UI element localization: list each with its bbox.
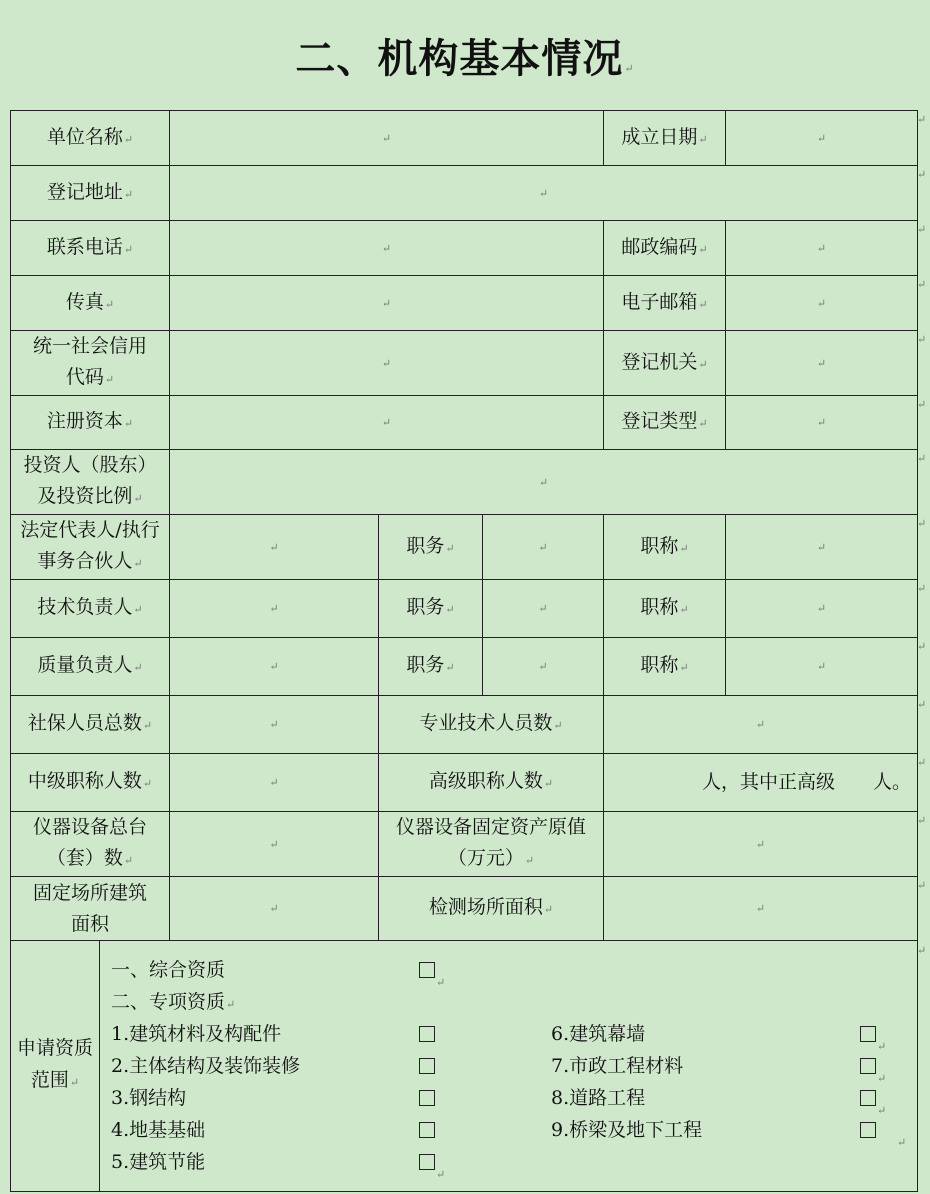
equipment-value-field[interactable]: ↵: [604, 812, 918, 877]
scope-item-4: 4.地基基础: [111, 1119, 206, 1141]
scope-item-6: 6.建筑幕墙: [551, 1023, 646, 1045]
checkbox-item-2[interactable]: [419, 1058, 435, 1074]
label-reg-address: 登记地址↵: [11, 166, 170, 221]
margin-mark: ↵: [917, 398, 927, 411]
margin-mark: ↵: [917, 582, 927, 595]
label-tech-lead-title: 职称↵: [604, 580, 726, 638]
label-investors: 投资人（股东）及投资比例↵: [11, 450, 170, 515]
margin-mark: ↵: [917, 879, 927, 892]
senior-level-field[interactable]: 人，其中正高级 人。: [604, 754, 918, 812]
page-title: 二、机构基本情况↵: [295, 35, 635, 82]
label-professional-staff: 专业技术人员数↵: [379, 696, 604, 754]
quality-lead-title-field[interactable]: ↵: [726, 638, 918, 696]
label-quality-lead-title: 职称↵: [604, 638, 726, 696]
scope-item-7: 7.市政工程材料: [551, 1055, 684, 1077]
label-legal-rep: 法定代表人/执行事务合伙人↵: [11, 515, 170, 580]
quality-lead-field[interactable]: ↵: [170, 638, 379, 696]
label-email: 电子邮箱↵: [604, 276, 726, 331]
scope-item-2: 2.主体结构及装饰装修: [111, 1055, 301, 1077]
label-established-date: 成立日期↵: [604, 111, 726, 166]
scope-label: 申请资质范围↵: [16, 1037, 93, 1091]
label-building-area: 固定场所建筑面积: [11, 877, 170, 941]
scope-item-8: 8.道路工程: [551, 1087, 646, 1109]
investors-field[interactable]: ↵: [170, 450, 918, 515]
professional-staff-field[interactable]: ↵: [604, 696, 918, 754]
margin-mark: ↵: [917, 517, 927, 530]
label-tech-lead-position: 职务↵: [379, 580, 483, 638]
scope-special: 二、专项资质↵: [111, 991, 236, 1013]
building-area-field[interactable]: ↵: [170, 877, 379, 941]
label-social-security-total: 社保人员总数↵: [11, 696, 170, 754]
label-postal-code: 邮政编码↵: [604, 221, 726, 276]
phone-field[interactable]: ↵: [170, 221, 604, 276]
scope-divider: [99, 941, 100, 1192]
label-credit-code: 统一社会信用代码↵: [11, 331, 170, 396]
equipment-count-field[interactable]: ↵: [170, 812, 379, 877]
scope-section: 申请资质范围↵ 一、综合资质 ↵ 二、专项资质↵ 1.建筑材料及构配件 2.主体结构及装饰装修 3.钢结构 4.地基基础 5.建筑节能 ↵ 6.建筑幕墙 ↵ 7.市政工程材料 ↵ 8.道路工程 ↵ 9.桥梁及地下工程 ↵: [11, 941, 918, 1192]
unit-name-field[interactable]: ↵: [170, 111, 604, 166]
margin-mark: ↵: [917, 698, 927, 711]
label-senior-level: 高级职称人数↵: [379, 754, 604, 812]
scope-comprehensive: 一、综合资质: [111, 959, 226, 981]
checkbox-item-8[interactable]: [860, 1090, 876, 1106]
label-phone: 联系电话↵: [11, 221, 170, 276]
label-legal-rep-title: 职称↵: [604, 515, 726, 580]
margin-mark: ↵: [917, 452, 927, 465]
checkbox-item-5[interactable]: [419, 1154, 435, 1170]
label-equipment-count: 仪器设备总台（套）数↵: [11, 812, 170, 877]
margin-mark: ↵: [917, 223, 927, 236]
fax-field[interactable]: ↵: [170, 276, 604, 331]
scope-item-5: 5.建筑节能: [111, 1151, 206, 1173]
tech-lead-title-field[interactable]: ↵: [726, 580, 918, 638]
label-quality-lead: 质量负责人↵: [11, 638, 170, 696]
margin-mark: ↵: [917, 944, 927, 957]
margin-mark: ↵: [917, 168, 927, 181]
label-reg-authority: 登记机关↵: [604, 331, 726, 396]
legal-rep-position-field[interactable]: ↵: [483, 515, 604, 580]
postal-code-field[interactable]: ↵: [726, 221, 918, 276]
quality-lead-position-field[interactable]: ↵: [483, 638, 604, 696]
testing-area-field[interactable]: ↵: [604, 877, 918, 941]
checkbox-item-3[interactable]: [419, 1090, 435, 1106]
label-quality-lead-position: 职务↵: [379, 638, 483, 696]
label-tech-lead: 技术负责人↵: [11, 580, 170, 638]
tech-lead-position-field[interactable]: ↵: [483, 580, 604, 638]
margin-mark: ↵: [917, 640, 927, 653]
margin-mark: ↵: [917, 278, 927, 291]
tech-lead-field[interactable]: ↵: [170, 580, 379, 638]
reg-authority-field[interactable]: ↵: [726, 331, 918, 396]
margin-mark: ↵: [917, 756, 927, 769]
checkbox-item-7[interactable]: [860, 1058, 876, 1074]
mid-level-field[interactable]: ↵: [170, 754, 379, 812]
label-mid-level: 中级职称人数↵: [11, 754, 170, 812]
checkbox-item-9[interactable]: [860, 1122, 876, 1138]
label-legal-rep-position: 职务↵: [379, 515, 483, 580]
margin-mark: ↵: [917, 113, 927, 126]
social-security-total-field[interactable]: ↵: [170, 696, 379, 754]
reg-capital-field[interactable]: ↵: [170, 396, 604, 450]
info-form: [10, 110, 918, 1192]
label-unit-name: 单位名称↵: [11, 111, 170, 166]
scope-item-9: 9.桥梁及地下工程: [551, 1119, 703, 1141]
legal-rep-field[interactable]: ↵: [170, 515, 379, 580]
scope-item-1: 1.建筑材料及构配件: [111, 1023, 282, 1045]
margin-mark: ↵: [917, 333, 927, 346]
label-equipment-value: 仪器设备固定资产原值（万元）↵: [379, 812, 604, 877]
label-fax: 传真↵: [11, 276, 170, 331]
label-reg-capital: 注册资本↵: [11, 396, 170, 450]
checkbox-item-6[interactable]: [860, 1026, 876, 1042]
credit-code-field[interactable]: ↵: [170, 331, 604, 396]
established-date-field[interactable]: ↵: [726, 111, 918, 166]
label-testing-area: 检测场所面积↵: [379, 877, 604, 941]
checkbox-item-4[interactable]: [419, 1122, 435, 1138]
margin-mark: ↵: [917, 814, 927, 827]
email-field[interactable]: ↵: [726, 276, 918, 331]
label-reg-type: 登记类型↵: [604, 396, 726, 450]
reg-address-field[interactable]: ↵: [170, 166, 918, 221]
checkbox-comprehensive[interactable]: [419, 962, 435, 978]
scope-item-3: 3.钢结构: [111, 1087, 187, 1109]
checkbox-item-1[interactable]: [419, 1026, 435, 1042]
legal-rep-title-field[interactable]: ↵: [726, 515, 918, 580]
reg-type-field[interactable]: ↵: [726, 396, 918, 450]
